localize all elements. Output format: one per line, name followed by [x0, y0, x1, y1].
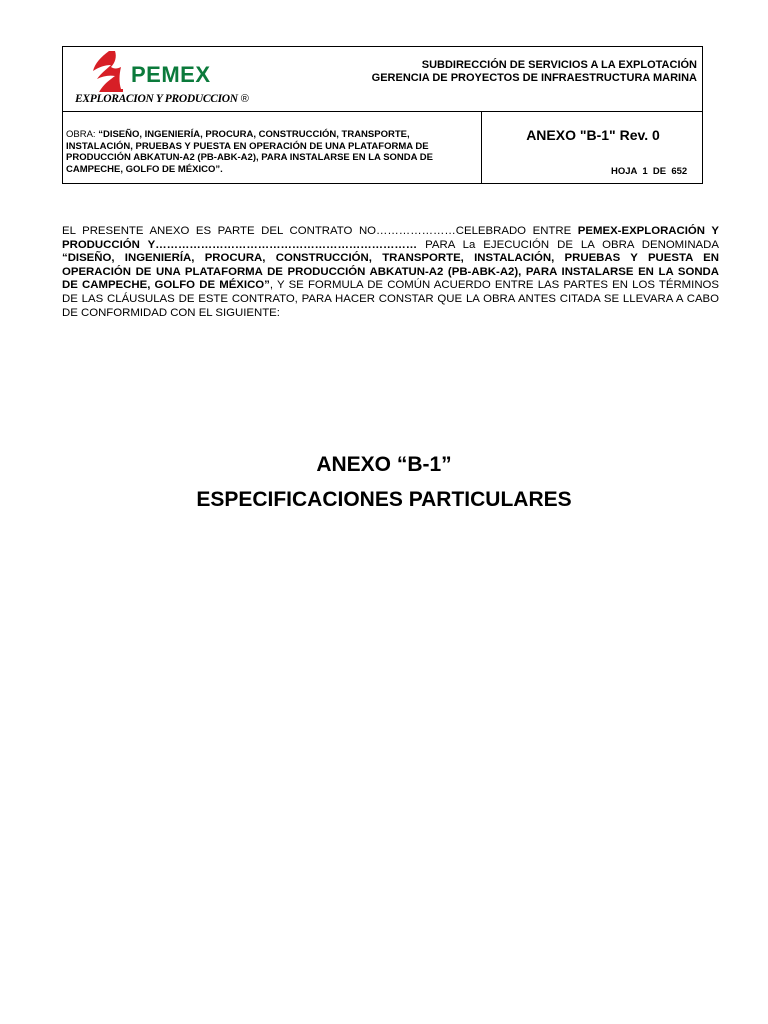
obra-description [66, 129, 471, 175]
department-names [372, 59, 697, 85]
header-bottom-row [63, 111, 702, 183]
header-top-row [63, 47, 702, 112]
annex-title: ANEXO “B-1” [316, 453, 452, 476]
brand-tagline: EXPLORACION Y PRODUCCION ® [75, 93, 249, 105]
department-line-1: SUBDIRECCIÓN DE SERVICIOS A LA EXPLOTACIÓN [421, 59, 697, 71]
contract-paragraph: EL PRESENTE ANEXO ES PARTE DEL CONTRATO NO…………………CELEBRADO ENTRE PEMEX-EXPLORACIÓN Y PRODUCCIÓN Y…………………………………………………………… PARA La EJECUCIÓN DE LA OBRA DENOMINADA “DISEÑO, INGENIERÍA, PROCURA, CONSTRUCCIÓN, TRANSPORTE, INSTALACIÓN, PRUEBAS Y PUESTA EN OPERACIÓN DE UNA PLATAFORMA DE PRODUCCIÓN ABKATUN-A2 (PB-ABK-A2), PARA INSTALARSE EN LA SONDA DE CAMPECHE, GOLFO DE MÉXICO”, Y SE FORMULA DE COMÚN ACUERDO ENTRE LAS PARTES EN LOS TÉRMINOS DE LAS CLÁUSULAS DE ESTE CONTRATO, PARA HACER CONSTAR QUE LA OBRA ANTES CITADA SE LLEVARA A CABO DE CONFORMIDAD CON EL SIGUIENTE: [62, 225, 720, 319]
header-divider [481, 111, 482, 183]
document-header [62, 46, 703, 184]
pemex-eagle-icon [81, 49, 131, 93]
department-line-2: GERENCIA DE PROYECTOS DE INFRAESTRUCTURA MARINA [371, 72, 697, 84]
annex-subtitle: ESPECIFICACIONES PARTICULARES [196, 488, 572, 511]
obra-label: OBRA: [66, 129, 96, 140]
sheet-number: HOJA 1 DE 652 [611, 166, 688, 177]
anexo-label: ANEXO "B-1" Rev. 0 [526, 127, 660, 143]
registered-mark: ® [240, 93, 249, 105]
obra-text: “DISEÑO, INGENIERÍA, PROCURA, CONSTRUCCIÓN, TRANSPORTE, INSTALACIÓN, PRUEBAS Y PUESTA EN OPERACIÓN DE UNA PLATAFORMA DE PRODUCCIÓN ABKATUN-A2 (PB-ABK-A2), PARA INSTALARSE EN LA SONDA DE CAMPECHE, GOLFO DE MÉXICO”. [66, 129, 433, 175]
pemex-logo [73, 49, 249, 109]
brand-name: PEMEX [131, 62, 211, 87]
